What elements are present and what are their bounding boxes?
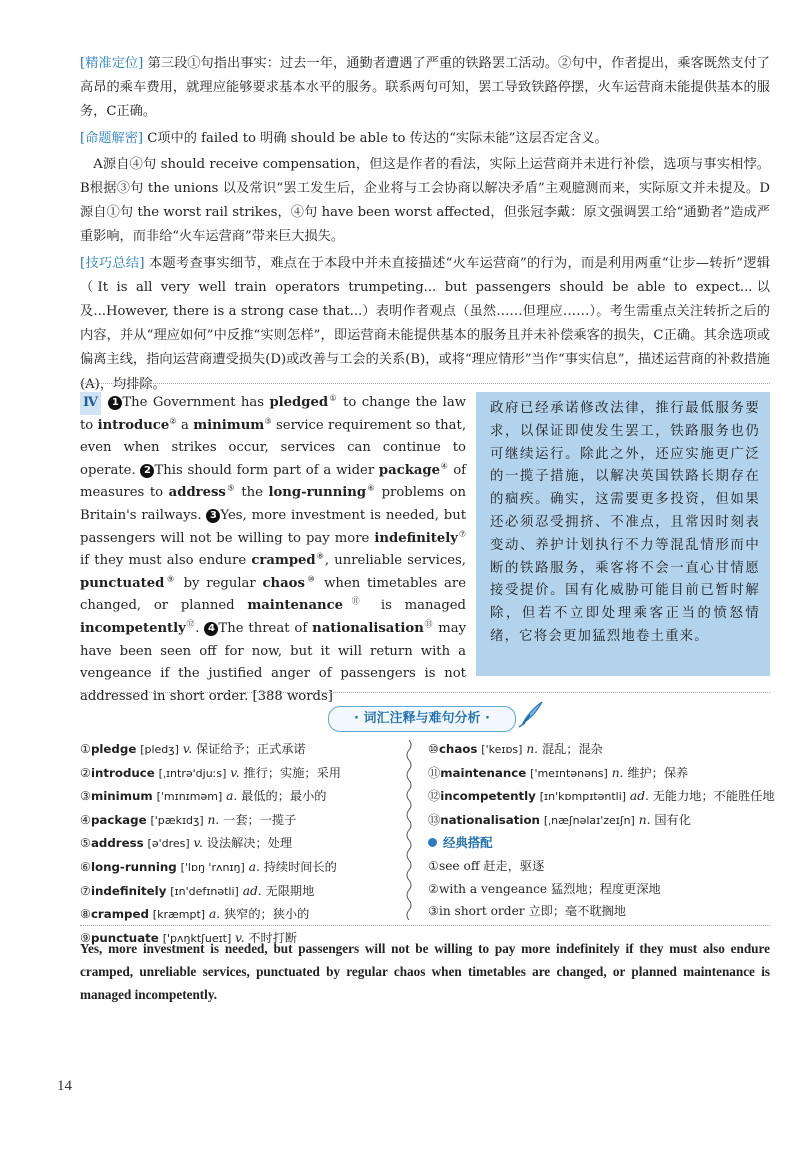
sentence-number: 1 bbox=[108, 396, 122, 410]
phrase-english: in short order bbox=[438, 904, 525, 919]
vocab-definition: 推行；实施；采用 bbox=[243, 765, 341, 780]
keyword: package bbox=[378, 462, 441, 478]
analysis-paragraph bbox=[80, 252, 770, 397]
vocab-entry bbox=[80, 832, 400, 856]
vocab-phonetic: ['lɒŋ 'rʌnɪŋ] bbox=[180, 860, 245, 874]
vocab-pos: n. bbox=[611, 765, 624, 780]
vocab-pos: v. bbox=[235, 930, 245, 945]
vocab-number: ⑥ bbox=[80, 859, 91, 874]
dotted-divider bbox=[80, 692, 770, 693]
analysis-paragraph bbox=[80, 127, 770, 151]
vocab-definition: 无能力地；不能胜任地 bbox=[652, 789, 775, 804]
section-tag: [命题解密] bbox=[80, 130, 144, 146]
vocab-pos: v. bbox=[230, 765, 240, 780]
word-count: [388 words] bbox=[252, 688, 333, 704]
vocab-pos: v. bbox=[193, 836, 203, 851]
quill-pen-icon bbox=[516, 699, 546, 729]
difficult-sentence: Yes, more investment is needed, but passengers will not be willing to pay more indefinitely if they must also endure cramped, unreliable services, punctuated by regular chaos when timetables are changed, or planned maintenance is managed incompetently. bbox=[80, 941, 770, 1002]
vocab-definition: 一套；一揽子 bbox=[223, 812, 297, 827]
vocab-phonetic: ['mɪnɪməm] bbox=[156, 790, 223, 804]
vocab-phonetic: [ˌɪntrə'djuːs] bbox=[158, 766, 227, 780]
vocab-definition: 狭窄的；狭小的 bbox=[223, 907, 310, 922]
vocab-word: package bbox=[90, 812, 147, 827]
analysis-text: C项中的 failed to 明确 should be able to 传达的“实际未能”这层否定含义。 bbox=[143, 130, 608, 146]
keyword: incompetently bbox=[80, 620, 186, 636]
phrase-chinese: 赶走，驱逐 bbox=[483, 858, 545, 873]
vocab-number: ⑪ bbox=[428, 765, 441, 780]
vocab-word: pledge bbox=[90, 742, 137, 756]
vocab-word: maintenance bbox=[440, 765, 527, 780]
vocab-pos: v. bbox=[182, 742, 193, 756]
vocab-entry bbox=[428, 809, 770, 833]
vocab-definition: 混乱；混杂 bbox=[541, 742, 603, 756]
phrase-english: with a vengeance bbox=[438, 881, 548, 896]
vocab-number: ⑫ bbox=[428, 789, 441, 804]
vocab-list-right bbox=[428, 738, 775, 923]
vocab-number: ② bbox=[80, 765, 91, 780]
keyword: cramped bbox=[251, 553, 316, 569]
analysis-section bbox=[80, 52, 770, 399]
vocab-definition: 不时打断 bbox=[248, 930, 298, 945]
phrase-english: see off bbox=[438, 858, 480, 873]
sentence-number: 4 bbox=[204, 622, 218, 636]
keyword: minimum bbox=[193, 417, 265, 433]
vocab-entry bbox=[80, 880, 400, 904]
vocab-entry bbox=[80, 809, 400, 833]
vocab-entry bbox=[80, 785, 400, 809]
vocab-phonetic: [ɪn'defɪnətli] bbox=[170, 884, 239, 898]
vocab-phonetic: [ˌnæʃnəlaɪ'zeɪʃn] bbox=[543, 813, 635, 827]
analysis-paragraph bbox=[80, 52, 770, 125]
vocab-number: ⑨ bbox=[80, 930, 91, 945]
vocab-entry bbox=[80, 762, 400, 786]
keyword: address bbox=[168, 485, 226, 501]
vocab-number: ⑩ bbox=[428, 742, 439, 756]
vocab-number: ① bbox=[80, 742, 91, 756]
vocab-entry bbox=[428, 738, 770, 762]
vocab-phonetic: [ə'dres] bbox=[147, 837, 190, 851]
analysis-text: 本题考查事实细节，难点在于本段中并未直接描述“火车运营商”的行为，而是利用两重“让步—转折”逻辑（It is all very well train operators trumpeting... but passengers should be able to expect...以及...However, there is a strong case that...）表明作者观点（虽然……但理应……）。考生需重点关注转折之后的内容，并从“理应如何”中反推“实则怎样”，即运营商未能提供基本的服务且并未补偿乘客的损失，C正确。其余选项或偏离主线，指向运营商遭受损失(D)或改善与工会的关系(B)，或将“理应情形”当作“事实信息”，描述运营商的补救措施(A)，均排除。 bbox=[80, 255, 771, 392]
vocab-definition: 设法解决；处理 bbox=[206, 836, 293, 851]
dotted-divider bbox=[80, 925, 770, 926]
keyword: maintenance bbox=[247, 598, 344, 614]
vocab-number: ⑧ bbox=[80, 907, 91, 922]
vocab-definition: 持续时间长的 bbox=[263, 859, 337, 874]
vocab-word: long-running bbox=[90, 859, 177, 874]
vocab-phonetic: ['pʌŋktʃueɪt] bbox=[162, 931, 232, 945]
vocab-pos: ad. bbox=[629, 789, 649, 804]
passage-iv bbox=[80, 392, 466, 708]
vocab-pos: a. bbox=[226, 789, 238, 804]
vocab-pos: n. bbox=[526, 742, 539, 756]
vocab-phonetic: ['pækɪdʒ] bbox=[150, 813, 204, 827]
phrase-entry bbox=[428, 878, 770, 901]
vocab-definition: 最低的；最小的 bbox=[241, 789, 327, 804]
vocab-definition: 保证给予；正式承诺 bbox=[196, 742, 306, 756]
section-tag: [技巧总结] bbox=[80, 255, 145, 271]
vocab-word: nationalisation bbox=[440, 812, 540, 827]
keyword: introduce bbox=[97, 417, 170, 433]
bullet-dot-icon bbox=[428, 838, 437, 847]
vocab-number: ③ bbox=[80, 789, 91, 804]
vocab-pos: a. bbox=[248, 859, 260, 874]
dotted-divider bbox=[80, 383, 770, 384]
keyword: indefinitely bbox=[374, 530, 458, 546]
phrase-entry bbox=[428, 900, 770, 923]
phrase-entry bbox=[428, 855, 770, 878]
vocab-pos: ad. bbox=[242, 883, 262, 898]
vocab-word: cramped bbox=[90, 907, 149, 922]
keyword: pledged bbox=[269, 395, 329, 410]
vocab-number: ⑬ bbox=[428, 812, 441, 827]
section-tag: [精准定位] bbox=[80, 56, 144, 71]
vocab-word: chaos bbox=[438, 742, 478, 756]
keyword: punctuated bbox=[80, 575, 165, 591]
vocab-number: ⑤ bbox=[80, 836, 91, 851]
vocab-entry bbox=[80, 738, 400, 762]
wavy-divider bbox=[403, 740, 415, 920]
phrase-chinese: 立即；毫不耽搁地 bbox=[528, 904, 626, 919]
keyword: nationalisation bbox=[312, 620, 424, 636]
vocab-pos: a. bbox=[208, 907, 221, 922]
vocab-word: punctuate bbox=[90, 930, 159, 945]
section-roman-numeral: Ⅳ bbox=[80, 392, 101, 415]
vocab-word: indefinitely bbox=[90, 883, 167, 898]
vocab-entry bbox=[428, 785, 775, 809]
keyword: long-running bbox=[268, 485, 367, 501]
vocab-phonetic: [pledʒ] bbox=[140, 743, 179, 756]
sentence-number: 2 bbox=[140, 464, 154, 478]
sentence-number: 3 bbox=[206, 509, 220, 523]
vocab-definition: 无限期地 bbox=[265, 883, 315, 898]
phrase-number: ① bbox=[428, 858, 439, 873]
vocab-entry bbox=[80, 856, 400, 880]
vocab-entry bbox=[80, 903, 400, 927]
vocab-definition: 维护；保养 bbox=[627, 765, 689, 780]
vocab-word: address bbox=[90, 836, 144, 851]
vocab-pos: n. bbox=[638, 812, 651, 827]
vocab-word: minimum bbox=[90, 789, 153, 804]
vocab-word: introduce bbox=[90, 765, 155, 780]
vocab-section-title: · 词汇注释与难句分析 · bbox=[328, 706, 516, 732]
keyword: chaos bbox=[262, 575, 305, 591]
vocab-list-left bbox=[80, 738, 400, 950]
vocab-phonetic: [kræmpt] bbox=[152, 908, 206, 922]
passage-text: Ⅳ 1 The Government has pledged① to change the law to introduce② a minimum③ service requirement so that, even when strikes occur, services can continue to operate. 2 This should form part of a wider package④ of measures to address⑤ the long-running⑥ problems on Britain's railways. 3 Yes, more investment is needed, but passengers will not be willing to pay more indefinitely⑦ if they must also endure cramped⑧, unreliable services, punctuated⑨ by regular chaos⑩ when timetables are changed, or planned maintenance⑪ is managed incompetently⑫. 4 The threat of nationalisation⑬ may have been seen off for now, but it will return with a vengeance if the justified anger of passengers is not addressed in short order. [388 words] bbox=[80, 393, 467, 704]
vocab-pos: n. bbox=[207, 812, 220, 827]
page-number: 14 bbox=[57, 1078, 72, 1094]
vocab-number: ⑦ bbox=[80, 883, 91, 898]
analysis-text: 第三段①句指出事实：过去一年，通勤者遭遇了严重的铁路罢工活动。②句中，作者提出，乘客既然支付了高昂的乘车费用，就理应能够要求基本水平的服务。联系两句可知，罢工导致铁路停摆，火车运营商未能提供基本的服务，C正确。 bbox=[80, 56, 770, 120]
chinese-translation-box: 政府已经承诺修改法律，推行最低服务要求，以保证即使发生罢工，铁路服务也仍可继续运行。除此之外，还应实施更广泛的一揽子措施，以解决英国铁路长期存在的痼疾。确实，这需要更多投资，但如果还必须忍受拥挤、不准点，且常因时刻表变动、养护计划执行不力等混乱情形而中断的铁路服务，乘客将不会一直心甘情愿接受提价。国有化威胁可能目前已暂时解除，但若不立即处理乘客正当的愤怒情绪，它将会更加猛烈地卷土重来。 bbox=[476, 392, 770, 676]
vocab-phonetic: [ɪn'kɒmpɪtəntli] bbox=[539, 790, 627, 804]
analysis-paragraph: A源自④句 should receive compensation，但这是作者的看法，实际上运营商并未进行补偿，选项与事实相悖。B根据③句 the unions 以及常识“罢工发生后，企业将与工会协商以解决矛盾”主观臆测而来，实际原文并未提及。D源自①句 the worst rail strikes，④句 have been worst affected，但张冠李戴：原文强调罢工给“通勤者”造成严重影响，而非给“火车运营商”带来巨大损失。 bbox=[80, 156, 770, 245]
vocab-entry bbox=[428, 762, 770, 786]
phrase-number: ② bbox=[428, 881, 439, 896]
phrases-heading: 经典搭配 bbox=[428, 832, 770, 855]
phrase-chinese: 猛烈地；程度更深地 bbox=[551, 881, 661, 896]
vocab-phonetic: ['meɪntənəns] bbox=[530, 766, 608, 780]
vocab-word: incompetently bbox=[440, 789, 536, 804]
phrase-number: ③ bbox=[428, 904, 439, 919]
vocab-phonetic: ['keɪɒs] bbox=[481, 743, 523, 756]
vocab-number: ④ bbox=[80, 812, 91, 827]
vocab-definition: 国有化 bbox=[654, 812, 691, 827]
